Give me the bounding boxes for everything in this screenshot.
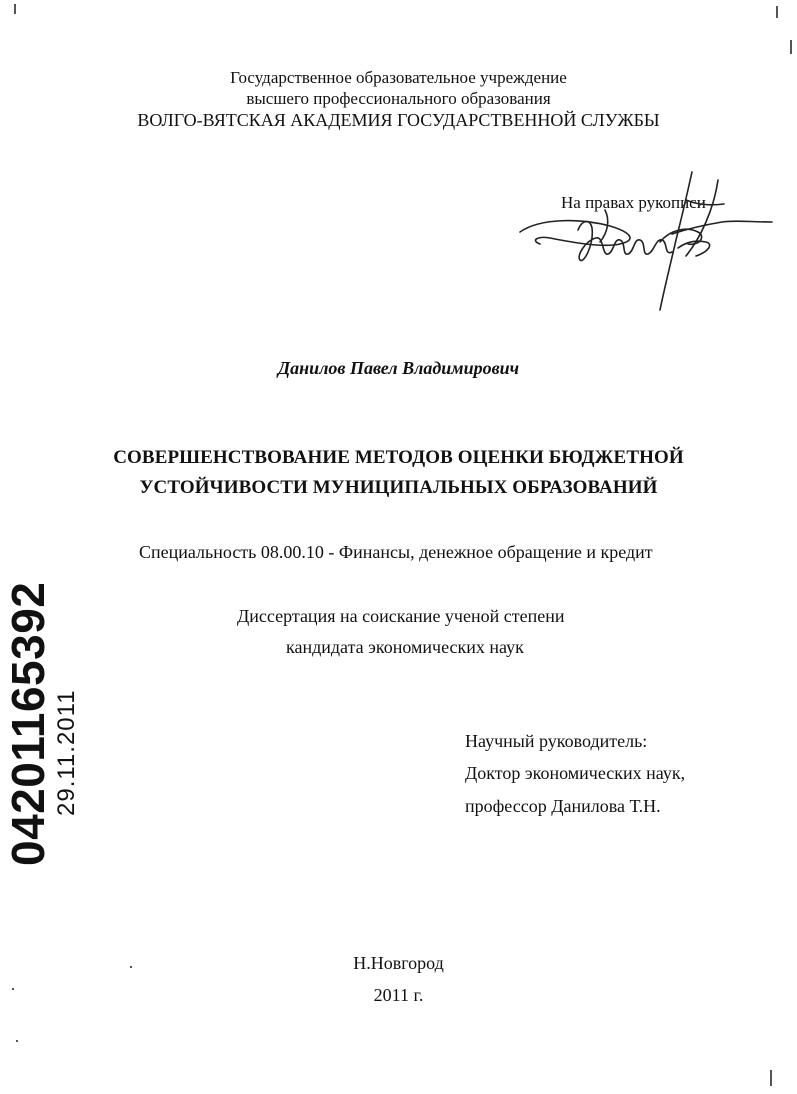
scan-speck — [12, 988, 14, 990]
handwritten-signature — [510, 160, 780, 320]
dissertation-line-2: кандидата экономических наук — [286, 637, 524, 657]
scan-speck — [14, 4, 16, 14]
library-stamp — [2, 581, 84, 866]
footer-city: Н.Новгород — [353, 953, 444, 973]
scan-speck — [770, 1070, 772, 1086]
manuscript-note: На правах рукописи — [561, 193, 706, 212]
author-name: Данилов Павел Владимирович — [277, 358, 520, 378]
institution-line-2: высшего профессионального образования — [246, 89, 551, 108]
stamp-date: 29.11.2011 — [53, 689, 80, 816]
stamp-number: 04201165392 — [2, 581, 54, 866]
footer-year: 2011 г. — [373, 985, 424, 1005]
institution-line-1: Государственное образовательное учреждение — [230, 68, 567, 87]
institution-name: ВОЛГО-ВЯТСКАЯ АКАДЕМИЯ ГОСУДАРСТВЕННОЙ СЛУЖБЫ — [137, 110, 660, 130]
supervisor-label: Научный руководитель: — [465, 731, 648, 751]
scan-speck — [130, 966, 132, 968]
supervisor-name: профессор Данилова Т.Н. — [465, 796, 661, 816]
scan-speck — [16, 1040, 18, 1042]
scan-speck — [790, 40, 792, 54]
title-line-1: СОВЕРШЕНСТВОВАНИЕ МЕТОДОВ ОЦЕНКИ БЮДЖЕТНОЙ — [113, 447, 684, 468]
title-line-2: УСТОЙЧИВОСТИ МУНИЦИПАЛЬНЫХ ОБРАЗОВАНИЙ — [139, 477, 658, 498]
supervisor-degree: Доктор экономических наук, — [465, 763, 686, 783]
dissertation-line-1: Диссертация на соискание ученой степени — [237, 606, 565, 626]
scan-speck — [776, 6, 778, 18]
specialty-line: Специальность 08.00.10 - Финансы, денежное обращение и кредит — [139, 542, 653, 562]
